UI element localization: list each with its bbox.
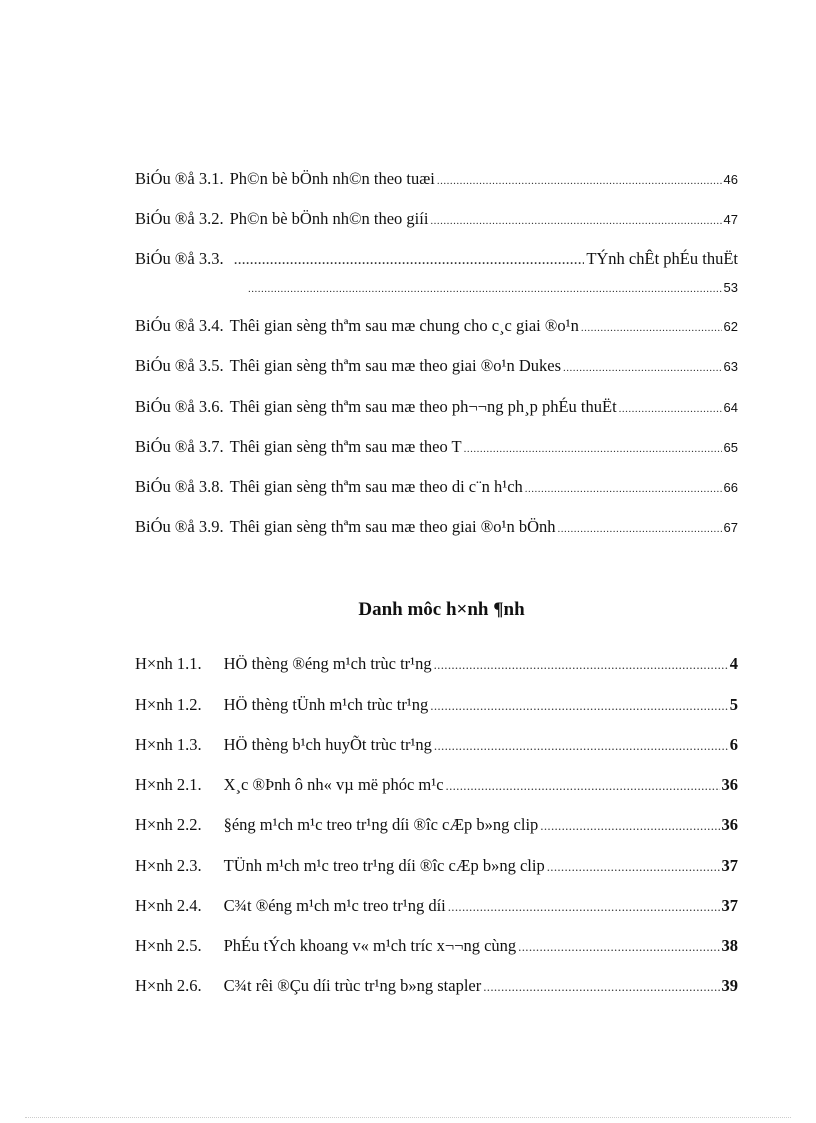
figure-label: H×nh 2.2. [135, 815, 202, 834]
figure-title: TÜnh m¹ch m¹c treo tr¹ng díi ®îc cÆp b»ng clip [223, 856, 545, 875]
chart-title: Thêi gian sèng thªm sau mæ theo T [229, 437, 462, 456]
figure-label: H×nh 2.5. [135, 936, 202, 955]
chart-entry [135, 249, 738, 273]
dot-leader [448, 899, 720, 915]
page-number: 65 [723, 440, 738, 455]
chart-label: BiÓu ®å 3.4. [135, 316, 224, 335]
figure-title: HÖ thèng tÜnh m¹ch trùc tr¹ng [223, 695, 429, 714]
dot-leader [234, 251, 585, 269]
dot-leader [430, 215, 721, 227]
chart-label: BiÓu ®å 3.2. [135, 209, 224, 228]
figure-title: C¾t rêi ®Çu díi trùc tr¹ng b»ng stapler [223, 976, 482, 995]
dot-leader [446, 778, 720, 794]
dot-leader [430, 698, 727, 714]
chart-entry-continuation [248, 280, 738, 300]
figure-title: HÖ thèng b¹ch huyÕt trùc tr¹ng [223, 735, 432, 754]
figure-entry [135, 695, 738, 719]
chart-entry [135, 397, 738, 421]
dot-leader [525, 483, 722, 495]
chart-entry [135, 477, 738, 501]
page-number: 37 [721, 856, 738, 875]
chart-title: TÝnh chÊt phÉu thuËt [586, 249, 738, 268]
figure-entry [135, 936, 738, 960]
figure-title: PhÉu tÝch khoang v« m¹ch tríc x¬¬ng cùng [223, 936, 517, 955]
figure-title: C¾t ®éng m¹ch m¹c treo tr¹ng díi [223, 896, 446, 915]
dot-leader [464, 443, 722, 455]
page-number: 47 [723, 212, 738, 227]
dot-leader [518, 939, 719, 955]
figure-label: H×nh 2.4. [135, 896, 202, 915]
chart-title: Thêi gian sèng thªm sau mæ theo ph¬¬ng ph¸p phÉu thuËt [229, 397, 617, 416]
page-number: 39 [721, 976, 738, 995]
page-number: 63 [723, 359, 738, 374]
dot-leader [558, 523, 722, 535]
figure-title: X¸c ®Þnh ô nh« vµ më phóc m¹c [223, 775, 444, 794]
figure-entry [135, 976, 738, 1000]
chart-title: Thêi gian sèng thªm sau mæ theo giai ®o¹n Dukes [229, 356, 561, 375]
chart-label: BiÓu ®å 3.5. [135, 356, 224, 375]
figure-title: §éng m¹ch m¹c treo tr¹ng díi ®îc cÆp b»ng clip [223, 815, 539, 834]
page-number: 38 [721, 936, 738, 955]
chart-entry [135, 169, 738, 193]
figure-entry [135, 896, 738, 920]
dot-leader [483, 979, 719, 995]
figure-label: H×nh 2.6. [135, 976, 202, 995]
page-bottom-divider [25, 1117, 791, 1118]
dot-leader [437, 175, 722, 187]
figure-entry [135, 654, 738, 678]
chart-entry [135, 316, 738, 340]
chart-entry [135, 209, 738, 233]
page-number: 4 [729, 654, 738, 673]
page-number: 36 [721, 815, 738, 834]
chart-title: Thêi gian sèng thªm sau mæ theo di c¨n h¹ch [229, 477, 523, 496]
chart-title: Ph©n bè bÖnh nh©n theo tuæi [229, 169, 435, 188]
figure-entry [135, 856, 738, 880]
chart-label: BiÓu ®å 3.6. [135, 397, 224, 416]
page-number: 37 [721, 896, 738, 915]
chart-entry [135, 437, 738, 461]
dot-leader [581, 322, 722, 334]
page-number: 66 [723, 480, 738, 495]
figure-entry [135, 735, 738, 759]
figure-entry [135, 815, 738, 839]
dot-leader [563, 362, 722, 374]
figure-label: H×nh 1.1. [135, 654, 202, 673]
page-number: 36 [721, 775, 738, 794]
page-number: 67 [723, 520, 738, 535]
figure-label: H×nh 2.3. [135, 856, 202, 875]
chart-entry [135, 356, 738, 380]
dot-leader [434, 738, 728, 754]
dot-leader [619, 403, 722, 415]
chart-entry [135, 517, 738, 541]
page-number: 62 [723, 319, 738, 334]
page-number: 46 [723, 172, 738, 187]
chart-label: BiÓu ®å 3.7. [135, 437, 224, 456]
figure-label: H×nh 1.3. [135, 735, 202, 754]
dot-leader [434, 657, 728, 673]
chart-label: BiÓu ®å 3.9. [135, 517, 224, 536]
page-number: 6 [729, 735, 738, 754]
figure-label: H×nh 2.1. [135, 775, 202, 794]
figure-entry [135, 775, 738, 799]
chart-title: Thêi gian sèng thªm sau mæ theo giai ®o¹n bÖnh [229, 517, 556, 536]
chart-label: BiÓu ®å 3.1. [135, 169, 224, 188]
dot-leader [248, 283, 722, 295]
dot-leader [540, 818, 719, 834]
page-number: 5 [729, 695, 738, 714]
figure-list-heading: Danh môc h×nh ¶nh [358, 599, 525, 620]
chart-label: BiÓu ®å 3.8. [135, 477, 224, 496]
figure-title: HÖ thèng ®éng m¹ch trùc tr¹ng [223, 654, 432, 673]
figure-label: H×nh 1.2. [135, 695, 202, 714]
page-number: 53 [723, 280, 738, 295]
dot-leader [547, 859, 720, 875]
chart-title: Ph©n bè bÖnh nh©n theo giíi [229, 209, 429, 228]
chart-label: BiÓu ®å 3.3. [135, 249, 224, 268]
chart-title: Thêi gian sèng thªm sau mæ chung cho c¸c giai ®o¹n [229, 316, 579, 335]
page-number: 64 [723, 400, 738, 415]
